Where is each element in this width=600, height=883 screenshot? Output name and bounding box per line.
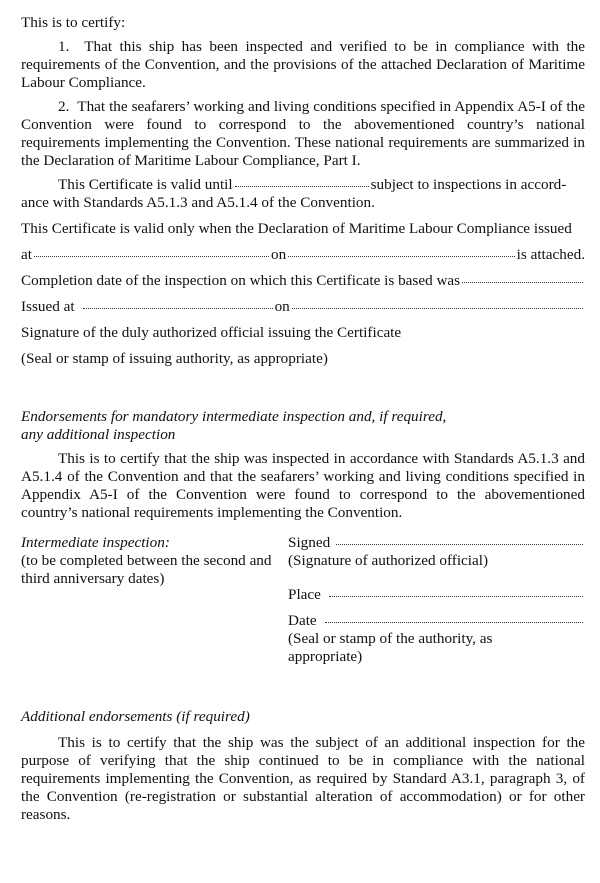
signed-note: (Signature of authorized official) (288, 552, 489, 569)
signed-label: Signed (288, 534, 331, 551)
intermediate-left-column (21, 534, 288, 666)
valid-until-date-blank[interactable] (235, 183, 369, 187)
issued-place-blank[interactable] (83, 305, 273, 309)
at-label: at (21, 246, 32, 263)
valid-until-block (21, 176, 585, 212)
completion-label: Completion date of the inspection on which this Certificate is based was (21, 272, 461, 289)
additional-heading: Additional endorsements (if required) (21, 708, 250, 725)
valid-until-suffix: subject to inspections in accord- (370, 176, 567, 193)
on-date-blank[interactable] (288, 253, 515, 257)
paragraph-1: 1. That this ship has been inspected and verified to be in compliance with the requirements of the Convention, and the provisions of the attached Declaration of Maritime Labour Compliance. (21, 38, 585, 91)
endorsements-heading (21, 408, 585, 444)
endorsements-heading-line-2: any additional inspection (21, 426, 176, 443)
valid-until-prefix: This Certificate is valid until (58, 176, 233, 193)
completion-line (21, 272, 585, 290)
seal-text: (Seal or stamp of issuing authority, as appropriate) (21, 350, 328, 367)
at-on-line (21, 246, 585, 264)
attached-label: is attached. (516, 246, 585, 263)
issued-at-label: Issued at (21, 298, 75, 315)
intermediate-inspection-block (21, 534, 585, 666)
date-label: Date (288, 612, 317, 629)
place-label: Place (288, 586, 321, 603)
signed-blank[interactable] (336, 541, 583, 545)
additional-body: This is to certify that the ship was the subject of an additional inspection for the purpose of verifying that the ship continued to be in compliance with the national requirements implementing the Convention, as required by Standard A3.1, paragraph 3, of the Convention (re-registration or substantial alteration of accommodation) or for other reasons. (21, 734, 585, 823)
endorsements-heading-line-1: Endorsements for mandatory intermediate inspection and, if required, (21, 408, 447, 425)
authority-seal-note: (Seal or stamp of the authority, as appropriate) (288, 630, 493, 665)
date-blank[interactable] (325, 619, 583, 623)
issued-date-blank[interactable] (292, 305, 583, 309)
issued-line (21, 298, 585, 316)
signed-line (288, 534, 585, 552)
intro-text: This is to certify: (21, 14, 126, 31)
paragraph-2: 2. That the seafarers’ working and living conditions specified in Appendix A5-I of the Convention were found to correspond to the abovementioned country’s national requirements implementing the Convention. These national requirements are summarized in the Declaration of Maritime Labour Compliance, Part I. (21, 98, 585, 169)
certificate-page (21, 14, 585, 824)
place-line (288, 586, 585, 604)
valid-until-continuation: ance with Standards A5.1.3 and A5.1.4 of the Convention. (21, 194, 375, 211)
issued-on-label: on (274, 298, 290, 315)
intermediate-note: (to be completed between the second and third anniversary dates) (21, 552, 272, 587)
intermediate-right-column (288, 534, 585, 666)
intermediate-label: Intermediate inspection: (21, 534, 170, 551)
place-blank[interactable] (329, 593, 583, 597)
completion-date-blank[interactable] (462, 279, 583, 283)
valid-only-text: This Certificate is valid only when the Declaration of Maritime Labour Compliance issued (21, 220, 572, 237)
at-place-blank[interactable] (34, 253, 269, 257)
endorsements-body: This is to certify that the ship was inspected in accordance with Standards A5.1.3 and A5.1.4 of the Convention and that the seafarers’ working and living conditions specified in Appendix A5-I of the Convention were found to correspond to the abovementioned country’s national requirements implementing the Convention. (21, 450, 585, 521)
valid-until-line (21, 176, 585, 194)
on-label: on (270, 246, 287, 263)
date-line (288, 612, 585, 630)
signature-text: Signature of the duly authorized official issuing the Certificate (21, 324, 402, 341)
